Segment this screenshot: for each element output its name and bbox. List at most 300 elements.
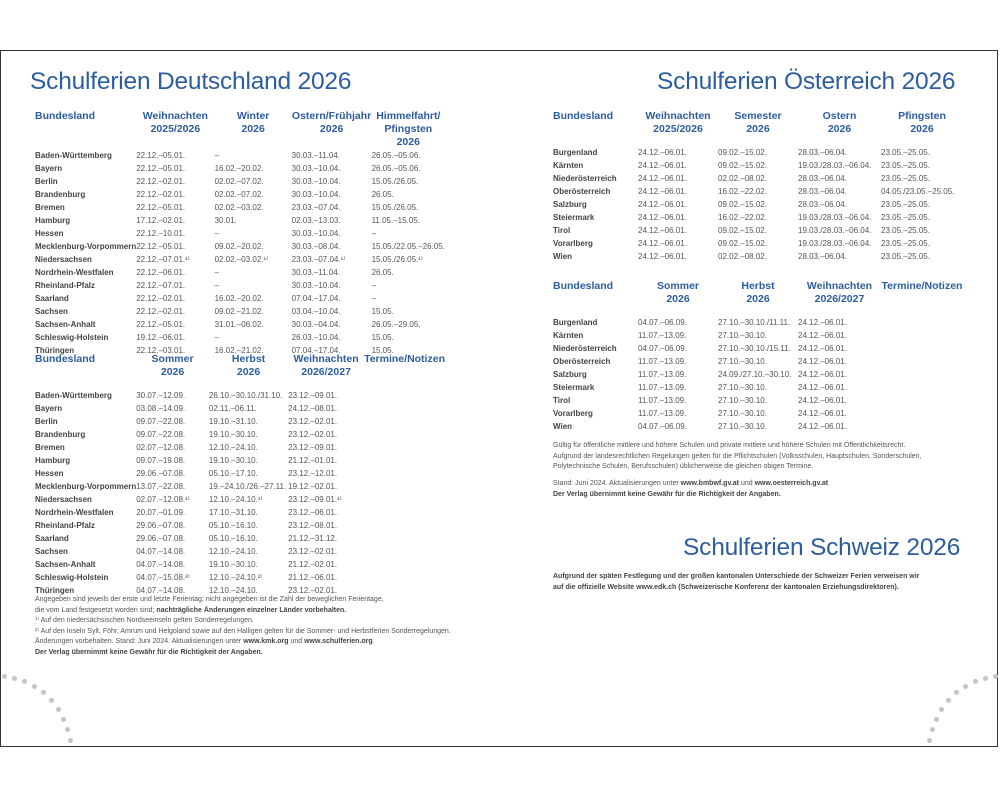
table-row (553, 159, 963, 172)
date-cell: 11.07.–13.09. (638, 383, 687, 392)
date-cell: 24.12.–06.01. (798, 383, 847, 392)
date-cell: 21.12.–06.01. (288, 573, 338, 582)
date-cell (364, 545, 445, 558)
table-row (553, 381, 963, 394)
table-row (553, 394, 963, 407)
date-cell (881, 407, 963, 420)
date-cell: 21.12.–01.01. (288, 456, 338, 465)
date-cell: 27.10.–30.10. (718, 357, 767, 366)
date-cell: 30.03.–11.04. (291, 151, 340, 160)
ch-note-2 (553, 583, 899, 594)
at-note-4-and: und (740, 480, 753, 487)
date-cell: 09.02.–15.02. (718, 148, 767, 157)
date-cell: 02.02.–03.02. (214, 203, 264, 212)
state-name: Tirol (553, 396, 571, 405)
column-header: Weihnachten 2026/2027 (293, 353, 359, 378)
date-cell: 26.05. (371, 190, 394, 199)
date-cell: 16.02.–22.02. (718, 187, 767, 196)
date-cell: 29.06.–07.08. (136, 534, 186, 543)
table-row (553, 342, 963, 355)
date-cell: 24.12.–06.01. (798, 344, 847, 353)
date-cell (881, 420, 963, 433)
date-cell: 04.07.–06.09. (638, 318, 687, 327)
date-cell: 24.12.–06.01. (638, 252, 687, 261)
date-cell: 19.10.–30.10. (208, 430, 258, 439)
state-name: Rheinland-Pfalz (35, 521, 96, 530)
de-note-4: ²⁾ Auf den Inseln Sylt, Föhr, Amrum und Helgoland sowie auf den Halligen gelten für die Sommer- und Herbstferien Sonderregelungen. (35, 627, 451, 635)
date-cell: – (214, 151, 220, 160)
date-cell: 24.12.–06.01. (798, 331, 847, 340)
state-name: Bremen (35, 203, 65, 212)
state-name: Salzburg (553, 200, 587, 209)
table-row (35, 480, 445, 493)
date-cell (881, 329, 963, 342)
table-row (553, 316, 963, 329)
table-row (35, 227, 445, 240)
date-cell: 23.05.–25.05. (881, 161, 930, 170)
date-cell: 23.12.–12.01. (288, 469, 338, 478)
date-cell: 02.07.–12.08. (136, 443, 186, 452)
date-cell: 26.05.–29.05. (371, 320, 421, 329)
state-name: Wien (553, 252, 573, 261)
table-row (553, 172, 963, 185)
table-at-1 (553, 110, 963, 263)
date-cell: 02.02.–07.02. (214, 190, 264, 199)
column-header: Ostern/Frühjahr 2026 (291, 110, 372, 135)
de-note-5-and: und (290, 638, 303, 645)
date-cell: 22.12.–10.01. (136, 229, 186, 238)
column-header: Herbst 2026 (231, 353, 266, 378)
date-cell: 09.02.–15.02. (718, 226, 767, 235)
date-cell: 23.05.–25.05. (881, 148, 930, 157)
date-cell: 23.05.–25.05. (881, 174, 930, 183)
date-cell: 04.07.–14.08. (136, 547, 186, 556)
de-note-5 (35, 637, 375, 648)
column-header: Sommer 2026 (151, 353, 194, 378)
state-name: Sachsen-Anhalt (35, 320, 96, 329)
date-cell: 02.02.–08.02. (718, 174, 767, 183)
date-cell: 24.12.–06.01. (638, 239, 687, 248)
date-cell: 15.05. (371, 346, 394, 355)
table-row (35, 467, 445, 480)
at-note-5 (553, 490, 781, 501)
date-cell (364, 480, 445, 493)
date-cell: 21.12.–02.01. (288, 560, 338, 569)
table-de-2 (35, 353, 445, 597)
state-name: Burgenland (553, 148, 598, 157)
date-cell: 02.03.–13.03. (291, 216, 341, 225)
date-cell: 23.05.–25.05. (881, 200, 930, 209)
date-cell: 28.03.–06.04. (798, 148, 847, 157)
date-cell: – (371, 294, 377, 303)
date-cell: 17.12.–02.01. (136, 216, 186, 225)
date-cell: 27.10.–30.10. (718, 396, 767, 405)
date-cell: 02.02.–08.02. (718, 252, 767, 261)
state-name: Niedersachsen (35, 495, 92, 504)
date-cell: 30.03.–11.04. (291, 268, 340, 277)
state-name: Berlin (35, 177, 58, 186)
de-note-5-text: Änderungen vorbehalten. Stand: Juni 2024. Aktualisierungen unter (35, 638, 242, 645)
state-name: Hessen (35, 229, 64, 238)
date-cell: 30.01. (214, 216, 237, 225)
date-cell: 03.08.–14.09. (136, 404, 186, 413)
date-cell: 26.05.–05.06. (371, 151, 421, 160)
date-cell: 28.03.–06.04. (798, 200, 847, 209)
date-cell: 31.01.–06.02. (214, 320, 264, 329)
date-cell (364, 428, 445, 441)
table-row (553, 368, 963, 381)
de-note-2 (35, 606, 346, 617)
date-cell (364, 493, 445, 506)
column-header: Bundesland (35, 110, 96, 122)
date-cell: 09.02.–15.02. (718, 200, 767, 209)
table-row (553, 237, 963, 250)
state-name: Sachsen (35, 307, 68, 316)
date-cell: 24.12.–06.01. (638, 200, 687, 209)
state-name: Steiermark (553, 383, 595, 392)
date-cell (364, 441, 445, 454)
date-cell (364, 415, 445, 428)
column-header: Ostern 2026 (822, 110, 857, 135)
bmbwf-link[interactable]: www.bmbwf.gv.at (680, 480, 739, 487)
column-header: Weihnachten 2025/2026 (142, 110, 208, 135)
state-name: Sachsen-Anhalt (35, 560, 96, 569)
date-cell: – (371, 281, 377, 290)
date-cell: 04.07.–06.09. (638, 344, 687, 353)
date-cell: 04.07.–06.09. (638, 422, 687, 431)
date-cell: 23.03.–07.04. (291, 203, 341, 212)
de-note-6 (35, 648, 263, 659)
date-cell: 15.05./26.05. (371, 203, 419, 212)
date-cell: 24.09./27.10.–30.10. (718, 370, 792, 379)
table-row (553, 224, 963, 237)
date-cell (364, 558, 445, 571)
date-cell: 27.10.–30.10./15.11. (718, 344, 791, 353)
date-cell: 22.12.–05.01. (136, 242, 186, 251)
table-row (553, 407, 963, 420)
date-cell: 22.12.–06.01. (136, 268, 186, 277)
date-cell: 23.12.–02.01. (288, 417, 338, 426)
state-name: Mecklenburg-Vorpommern (35, 482, 137, 491)
title-deutschland: Schulferien Deutschland 2026 (30, 68, 352, 95)
at-note-2: Aufgrund der landesrechtlichen Regelungen gelten für die Pflichtschulen (Volksschulen, Hauptschulen, Sonderschulen, (553, 452, 922, 460)
date-cell: – (371, 229, 377, 238)
de-note-2-text: die vom Land festgesetzt worden sind; (35, 606, 155, 614)
date-cell: 22.12.–02.01. (136, 307, 186, 316)
header-row (35, 110, 445, 149)
de-disclaimer: Der Verlag übernimmt keine Gewähr für die Richtigkeit der Angaben. (35, 648, 263, 656)
date-cell: 02.11.–06.11. (208, 404, 257, 413)
date-cell: 23.12.–06.01. (288, 508, 338, 517)
table-row (35, 318, 445, 331)
state-name: Oberösterreich (553, 357, 611, 366)
date-cell: 27.10.–30.10./11.11. (718, 318, 791, 327)
date-cell: 02.02.–03.02.¹⁾ (214, 255, 269, 264)
de-note-1: Angegeben sind jeweils der erste und letzte Ferientag; nicht angegeben ist die Zahl der beweglichen Ferientage, (35, 596, 384, 603)
date-cell: 04.07.–14.08. (136, 586, 186, 595)
table-row (553, 185, 963, 198)
date-cell: 22.12.–05.01. (136, 320, 186, 329)
state-name: Hamburg (35, 216, 71, 225)
date-cell: 19.–24.10./26.–27.11. (208, 482, 287, 491)
state-name: Vorarlberg (553, 409, 593, 418)
table-row (35, 389, 445, 402)
date-cell: 12.10.–24.10. (208, 443, 258, 452)
date-cell: 04.07.–15.08.²⁾ (136, 573, 190, 582)
table-row (35, 240, 445, 253)
date-cell: 12.10.–24.10.¹⁾ (208, 495, 263, 504)
date-cell: 22.12.–05.01. (136, 203, 186, 212)
table-row (35, 175, 445, 188)
date-cell: 24.12.–06.01. (798, 409, 847, 418)
at-note-3: Polytechnische Schulen, Berufsschulen) üblicherweise die gleichen obigen Termine. (553, 463, 814, 470)
date-cell: 30.03.–10.04. (291, 190, 341, 199)
date-cell: 24.12.–06.01. (638, 174, 687, 183)
date-cell: 12.10.–24.10. (208, 547, 258, 556)
ch-note-1 (553, 572, 919, 583)
state-name: Hessen (35, 469, 64, 478)
date-cell: 16.02.–20.02. (214, 164, 264, 173)
column-header: Sommer 2026 (656, 280, 699, 305)
date-cell: 22.12.–05.01. (136, 164, 186, 173)
table-row (553, 329, 963, 342)
table-row (35, 506, 445, 519)
date-cell: 23.05.–25.05. (881, 226, 930, 235)
state-name: Bremen (35, 443, 65, 452)
de-note-3: ¹⁾ Auf den niedersächsischen Nordseeinseln gelten Sonderregelungen. (35, 617, 254, 624)
state-name: Oberösterreich (553, 187, 611, 196)
date-cell (364, 571, 445, 584)
table-row (35, 454, 445, 467)
table-at-2 (553, 280, 963, 433)
date-cell: 11.07.–13.09. (638, 396, 687, 405)
date-cell: 05.10.–17.10. (208, 469, 258, 478)
table-row (35, 162, 445, 175)
date-cell: 09.02.–15.02. (718, 161, 767, 170)
title-schweiz: Schulferien Schweiz 2026 (683, 534, 961, 561)
date-cell: 16.02.–22.02. (718, 213, 767, 222)
date-cell (364, 402, 445, 415)
state-name: Niederösterreich (553, 344, 617, 353)
table-row (35, 519, 445, 532)
state-name: Tirol (553, 226, 571, 235)
table-row (35, 279, 445, 292)
date-cell: 24.12.–06.01. (638, 213, 687, 222)
date-cell: – (214, 229, 220, 238)
date-cell: 22.12.–07.01. (136, 281, 186, 290)
table-row (35, 571, 445, 584)
date-cell: 24.12.–06.01. (638, 226, 687, 235)
date-cell: 22.12.–07.01.¹⁾ (136, 255, 190, 264)
table-row (35, 253, 445, 266)
date-cell: 24.12.–06.01. (798, 396, 847, 405)
date-cell: 12.10.–24.10. (208, 586, 258, 595)
date-cell: 22.12.–02.01. (136, 294, 186, 303)
state-name: Brandenburg (35, 190, 86, 199)
date-cell: 02.07.–12.08.¹⁾ (136, 495, 190, 504)
state-name: Baden-Württemberg (35, 151, 112, 160)
oesterreich-link[interactable]: www.oesterreich.gv.at (754, 480, 829, 487)
de-note-5-end: . (372, 638, 375, 645)
date-cell (364, 467, 445, 480)
date-cell: 24.12.–06.01. (638, 187, 687, 196)
date-cell (364, 506, 445, 519)
date-cell: 23.12.–02.01. (288, 547, 338, 556)
date-cell: 07.04.–17.04. (291, 346, 341, 355)
state-name: Wien (553, 422, 573, 431)
table-row (35, 149, 445, 162)
date-cell (881, 394, 963, 407)
date-cell: 07.04.–17.04. (291, 294, 341, 303)
ch-note-1-text: Aufgrund der späten Festlegung und der großen kantonalen Unterschiede der Schweizer Ferien verweisen wir (553, 573, 920, 580)
date-cell: 26.05.–05.06. (371, 164, 421, 173)
column-header: Pfingsten 2026 (898, 110, 946, 135)
date-cell: 19.10.–30.10. (208, 456, 258, 465)
date-cell: 24.12.–06.01. (638, 161, 687, 170)
date-cell: 27.10.–30.10. (718, 409, 767, 418)
date-cell: 23.12.–09.01.¹⁾ (288, 495, 342, 504)
column-header: Termine/Notizen (881, 280, 963, 292)
date-cell (364, 532, 445, 545)
state-name: Hamburg (35, 456, 71, 465)
date-cell: 23.12.–09.01. (288, 391, 338, 400)
date-cell: 24.12.–06.01. (798, 357, 847, 366)
date-cell: 12.10.–24.10.²⁾ (208, 573, 263, 582)
date-cell (364, 389, 445, 402)
date-cell: 26.05. (371, 268, 394, 277)
date-cell: 23.03.–07.04.¹⁾ (291, 255, 346, 264)
date-cell: 19.03./28.03.–06.04. (798, 239, 872, 248)
column-header: Bundesland (35, 353, 96, 365)
table-row (35, 266, 445, 279)
date-cell: 09.07.–19.08. (136, 456, 186, 465)
date-cell: 19.03./28.03.–06.04. (798, 213, 872, 222)
date-cell: 23.12.–02.01. (288, 586, 338, 595)
de-note-2-bold: nachträgliche Änderungen einzelner Länder vorbehalten. (156, 606, 347, 614)
date-cell: 28.03.–06.04. (798, 174, 847, 183)
table-row (35, 214, 445, 227)
column-header: Bundesland (553, 280, 614, 292)
state-name: Niederösterreich (553, 174, 617, 183)
date-cell: 23.05.–25.05. (881, 252, 930, 261)
state-name: Niedersachsen (35, 255, 92, 264)
column-header: Himmelfahrt/ Pfingsten 2026 (376, 110, 441, 148)
date-cell: 24.12.–06.01. (798, 422, 847, 431)
date-cell: 22.12.–02.01. (136, 190, 186, 199)
date-cell: 24.12.–08.01. (288, 404, 338, 413)
date-cell (881, 316, 963, 329)
date-cell: 16.02.–21.02. (214, 346, 264, 355)
date-cell: 09.07.–22.08. (136, 417, 186, 426)
state-name: Bayern (35, 164, 63, 173)
table-de-1 (35, 110, 445, 357)
date-cell: 23.05.–25.05. (881, 213, 930, 222)
at-note-4-text: Stand: Juni 2024. Aktualisierungen unter (553, 480, 679, 487)
date-cell: 23.12.–09.01. (288, 443, 338, 452)
table-row (35, 331, 445, 344)
schulferien-link[interactable]: www.schulferien.org (304, 638, 373, 645)
date-cell: 29.06.–07.08. (136, 521, 186, 530)
date-cell: 19.10.–30.10. (208, 560, 258, 569)
state-name: Kärnten (553, 331, 584, 340)
table-row (35, 201, 445, 214)
table-row (553, 146, 963, 159)
table-row (553, 250, 963, 263)
state-name: Schleswig-Holstein (35, 333, 109, 342)
date-cell: 28.03.–06.04. (798, 252, 847, 261)
date-cell: 19.10.–31.10. (208, 417, 258, 426)
state-name: Nordrhein-Westfalen (35, 268, 114, 277)
header-row (553, 280, 963, 316)
date-cell: 26.10.–30.10./31.10. (208, 391, 283, 400)
date-cell: 22.12.–02.01. (136, 177, 186, 186)
date-cell: 30.03.–10.04. (291, 164, 341, 173)
date-cell: 19.03./28.03.–06.04. (798, 226, 872, 235)
date-cell: 13.07.–22.08. (136, 482, 186, 491)
column-header: Bundesland (553, 110, 614, 122)
date-cell: 30.03.–10.04. (291, 177, 341, 186)
date-cell: 17.10.–31.10. (208, 508, 258, 517)
state-name: Schleswig-Holstein (35, 573, 109, 582)
date-cell: 28.03.–06.04. (798, 187, 847, 196)
header-row (553, 110, 963, 146)
date-cell: 11.07.–13.09. (638, 409, 687, 418)
state-name: Vorarlberg (553, 239, 593, 248)
table-row (35, 558, 445, 571)
table-row (35, 292, 445, 305)
state-name: Saarland (35, 294, 69, 303)
table-row (553, 198, 963, 211)
table-row (35, 532, 445, 545)
table-row (35, 188, 445, 201)
state-name: Thüringen (35, 586, 75, 595)
state-name: Mecklenburg-Vorpommern (35, 242, 137, 251)
column-header: Termine/Notizen (364, 353, 445, 365)
date-cell: 09.02.–15.02. (718, 239, 767, 248)
date-cell: 15.05./22.05.–26.05. (371, 242, 445, 251)
table-row (553, 211, 963, 224)
state-name: Salzburg (553, 370, 587, 379)
date-cell: 30.03.–10.04. (291, 229, 341, 238)
table-row (35, 441, 445, 454)
date-cell: 15.05./26.05.¹⁾ (371, 255, 423, 264)
date-cell (364, 519, 445, 532)
table-row (35, 305, 445, 318)
date-cell: 09.02.–20.02. (214, 242, 264, 251)
column-header: Weihnachten 2026/2027 (806, 280, 873, 305)
date-cell: 29.06.–07.08. (136, 469, 186, 478)
kmk-link[interactable]: www.kmk.org (243, 638, 289, 645)
date-cell: 27.10.–30.10. (718, 331, 767, 340)
column-header: Semester 2026 (734, 110, 782, 135)
date-cell (881, 368, 963, 381)
column-header: Winter 2026 (236, 110, 270, 135)
table-row (35, 415, 445, 428)
date-cell: 15.05. (371, 333, 394, 342)
table-row (35, 493, 445, 506)
date-cell: 27.10.–30.10. (718, 422, 767, 431)
date-cell: – (214, 268, 220, 277)
date-cell: 26.03.–10.04. (291, 333, 341, 342)
date-cell: 19.12.–02.01. (288, 482, 338, 491)
date-cell: – (214, 333, 220, 342)
date-cell (881, 342, 963, 355)
date-cell: 15.05./26.05. (371, 177, 419, 186)
date-cell: 23.12.–02.01. (288, 430, 338, 439)
date-cell: 30.03.–10.04. (291, 281, 341, 290)
date-cell: 05.10.–16.10. (208, 521, 258, 530)
date-cell: 30.03.–04.04. (291, 320, 341, 329)
